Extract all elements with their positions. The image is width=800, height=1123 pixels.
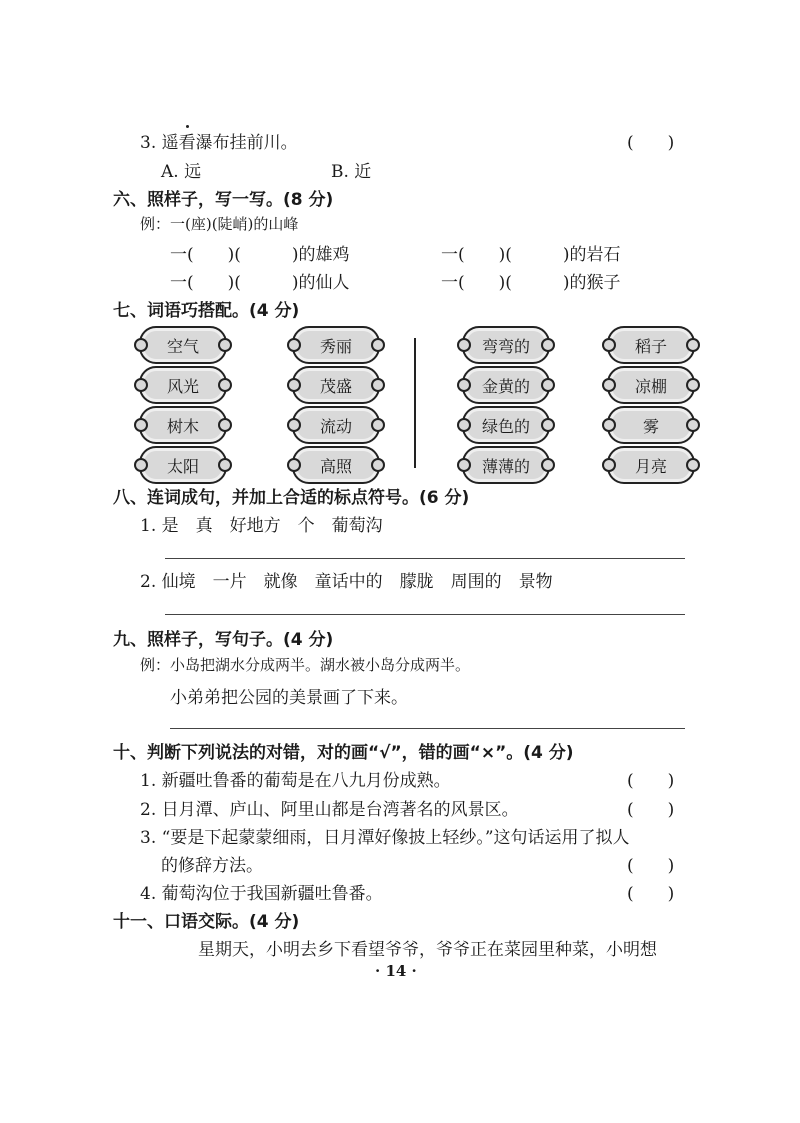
word-cloud[interactable]: 金黄的 [462, 366, 550, 404]
word-cloud[interactable]: 风光 [139, 366, 227, 404]
section-7-heading: 七、词语巧搭配。(4 分) [113, 301, 300, 321]
answer-paren[interactable]: ( ) [627, 800, 675, 820]
judge-item-1: 1. 新疆吐鲁番的葡萄是在八九月份成熟。 [140, 771, 451, 791]
section-10-heading: 十、判断下列说法的对错，对的画“√”，错的画“×”。(4 分) [113, 743, 574, 763]
word-cloud[interactable]: 茂盛 [292, 366, 380, 404]
option-a: A. 远 [161, 162, 202, 182]
word-cloud[interactable]: 空气 [139, 326, 227, 364]
column-divider [414, 338, 416, 468]
option-b: B. 近 [331, 162, 372, 182]
answer-paren[interactable]: ( ) [627, 884, 675, 904]
section-9-prompt: 小弟弟把公园的美景画了下来。 [170, 688, 408, 708]
fill-row-2-left[interactable]: 一( )( )的仙人 [170, 273, 350, 293]
word-cloud[interactable]: 弯弯的 [462, 326, 550, 364]
emphasis-dot [186, 125, 189, 128]
word-cloud[interactable]: 高照 [292, 446, 380, 484]
judge-item-4: 4. 葡萄沟位于我国新疆吐鲁番。 [140, 884, 383, 904]
q5-item3-text: 3. 遥看瀑布挂前川。 [140, 133, 298, 153]
section-9-example: 例：小岛把湖水分成两半。湖水被小岛分成两半。 [140, 656, 471, 674]
judge-item-2: 2. 日月潭、庐山、阿里山都是台湾著名的风景区。 [140, 800, 519, 820]
word-cloud[interactable]: 雾 [607, 406, 695, 444]
judge-item-3-cont: 的修辞方法。 [161, 856, 263, 876]
answer-line[interactable] [165, 558, 685, 559]
section-8-heading: 八、连词成句，并加上合适的标点符号。(6 分) [113, 488, 470, 508]
fill-row-2-right[interactable]: 一( )( )的猴子 [441, 273, 621, 293]
fill-row-1-left[interactable]: 一( )( )的雄鸡 [170, 245, 350, 265]
answer-paren[interactable]: ( ) [627, 771, 675, 791]
judge-item-3: 3. “要是下起蒙蒙细雨，日月潭好像披上轻纱。”这句话运用了拟人 [140, 828, 630, 848]
section-11-heading: 十一、口语交际。(4 分) [113, 912, 300, 932]
word-cloud[interactable]: 太阳 [139, 446, 227, 484]
word-cloud[interactable]: 稻子 [607, 326, 695, 364]
section-8-item-1: 1. 是 真 好地方 个 葡萄沟 [140, 516, 383, 536]
section-8-item-2: 2. 仙境 一片 就像 童话中的 朦胧 周围的 景物 [140, 572, 553, 592]
answer-paren[interactable]: ( ) [627, 856, 675, 876]
answer-paren[interactable]: ( ) [627, 133, 675, 153]
answer-line[interactable] [170, 728, 685, 729]
word-cloud[interactable]: 凉棚 [607, 366, 695, 404]
section-9-heading: 九、照样子，写句子。(4 分) [113, 630, 334, 650]
word-cloud[interactable]: 绿色的 [462, 406, 550, 444]
fill-row-1-right[interactable]: 一( )( )的岩石 [441, 245, 621, 265]
section-6-example: 例：一(座)(陡峭)的山峰 [140, 215, 299, 233]
word-cloud[interactable]: 树木 [139, 406, 227, 444]
page-number: · 14 · [375, 962, 417, 980]
section-11-text: 星期天，小明去乡下看望爷爷，爷爷正在菜园里种菜，小明想 [198, 940, 657, 960]
answer-line[interactable] [165, 614, 685, 615]
word-cloud[interactable]: 薄薄的 [462, 446, 550, 484]
word-cloud[interactable]: 秀丽 [292, 326, 380, 364]
word-cloud[interactable]: 月亮 [607, 446, 695, 484]
section-6-heading: 六、照样子，写一写。(8 分) [113, 190, 334, 210]
word-cloud[interactable]: 流动 [292, 406, 380, 444]
